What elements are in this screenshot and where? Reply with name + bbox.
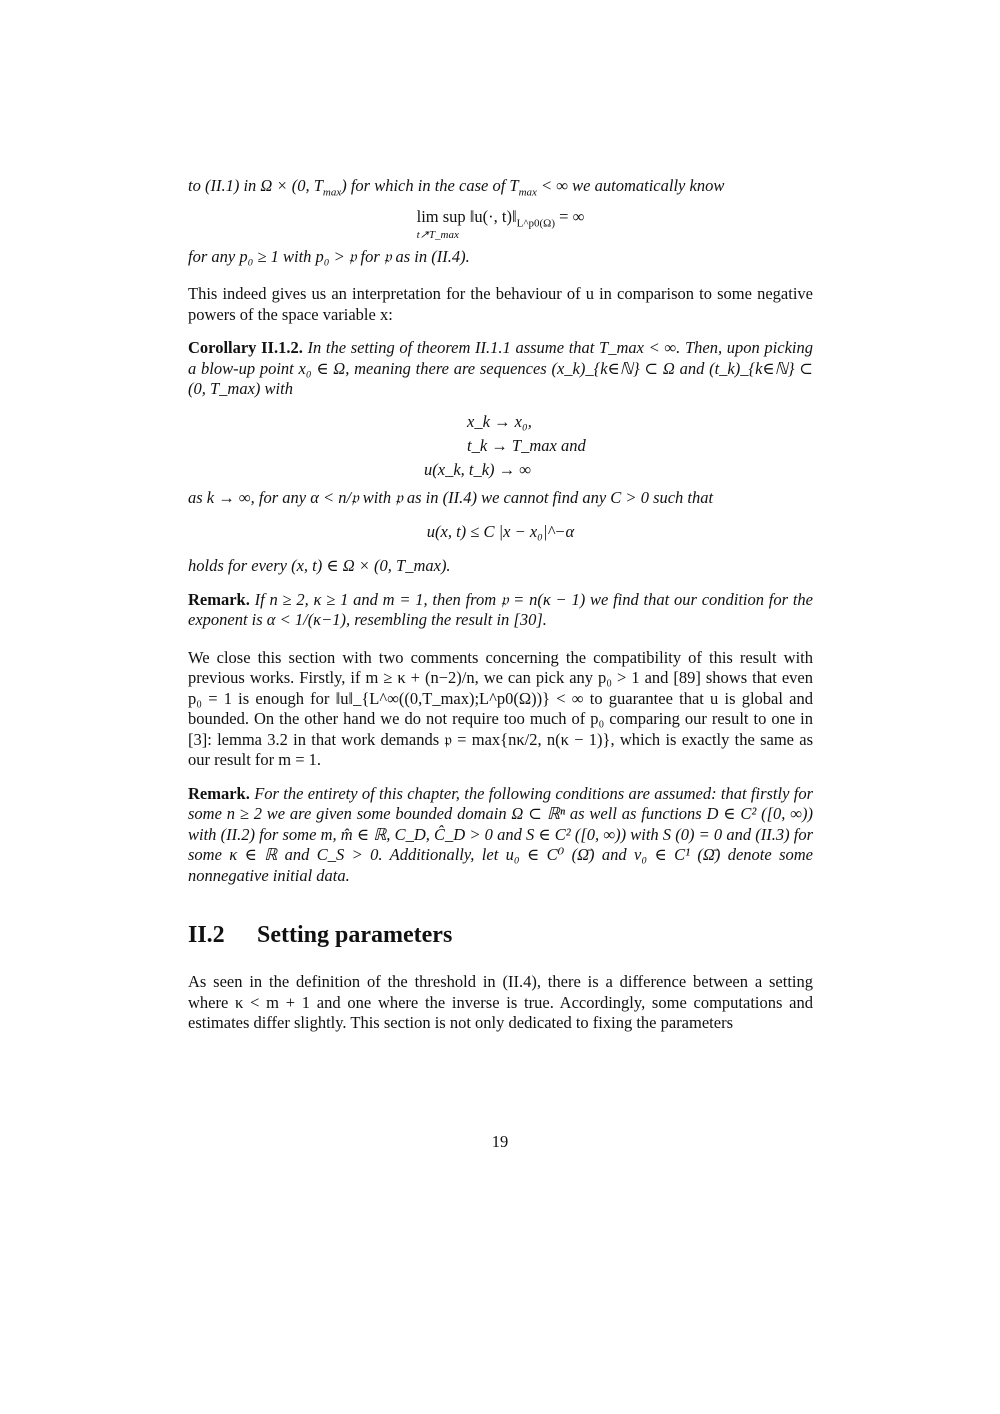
page-number: 19 bbox=[491, 1132, 509, 1151]
equation-limsup: lim sup ‖u(·, $t)‖_{L\^{}p0(\Omega)}$ = ∞ t↗T_max bbox=[416, 206, 585, 241]
remark-assumptions: Remark. For the entirety of this chapter, the following conditions are assumed: that firstly for some n ≥ 2 we are given some bounded domain Ω ⊂ ℝⁿ as well as functions D ∈ C² ([0, ∞)) with (II.2) for some m, m̂ ∈ ℝ, C_D, Ĉ_D > 0 and S ∈ C² ([0, ∞)) with S (0) = 0 and (II.3) for some κ ∈ ℝ and C_S > 0. Additionally, let u₀ ∈ C⁰ (Ω̄) and v₀ ∈ C¹ (Ω̄) denote some nonnegative initial data. bbox=[188, 783, 813, 885]
corollary-statement: Corollary II.1.2. In the setting of theorem II.1.1 assume that T_max < ∞. Then, upon picking a blow-up point x₀ ∈ Ω, meaning there are sequences (x_k)_{k∈ℕ} ⊂ Ω and (t_k)_{k∈ℕ} ⊂ (0, T_max) with bbox=[188, 338, 813, 398]
paragraph-intro: to (II.1) in Ω × (0, $T_{max}$) for which in the case of $T_{max}$ < ∞ we automatically know bbox=[188, 176, 725, 199]
corollary-sequences: x_k → x₀, t_k → T_max and u(x_k, t_k) → ∞ bbox=[424, 411, 586, 479]
corollary-conclusion: holds for every (x, t) ∈ Ω × (0, T_max). bbox=[188, 556, 451, 575]
remark-exponent: Remark. If n ≥ 2, κ ≥ 1 and m = 1, then from 𝔭 = n(κ − 1) we find that our condition for the exponent is α < 1/(κ−1), resembling the result in [30]. bbox=[188, 589, 813, 629]
paragraph-p0-condition: for any p₀ ≥ 1 with p₀ > 𝔭 for 𝔭 as in (II.4). bbox=[188, 246, 470, 266]
section-heading: II.2 Setting parameters bbox=[188, 922, 453, 948]
paragraph-setting-parameters: As seen in the definition of the threshold in (II.4), there is a difference between a setting where κ < m + 1 and one where the inverse is true. Accordingly, some computations and estimates differ slightly. This section is not only dedicated to fixing the parameters bbox=[188, 972, 813, 1032]
paragraph-compatibility: We close this section with two comments concerning the compatibility of this result with previous works. Firstly, if m ≥ κ + (n−2)/n, we can pick any p₀ > 1 and [89] shows that even p₀ = 1 is enough for ‖u‖_{L^∞((0,T_max);L^p0(Ω))} < ∞ to guarantee that u is global and bounded. On the other hand we do not require too much of p₀ comparing our result to one in [3]: lemma 3.2 in that work demands 𝔭 = max{nκ/2, n(κ − 1)}, which is exactly the same as our result for m = 1. bbox=[188, 647, 813, 769]
page-body bbox=[188, 176, 813, 1034]
corollary-condition: as k → ∞, for any α < n/𝔭 with 𝔭 as in (II.4) we cannot find any C > 0 such that bbox=[188, 487, 714, 507]
paragraph-interpretation: This indeed gives us an interpretation for the behaviour of u in comparison to some negative powers of the space variable x: bbox=[188, 284, 813, 324]
corollary-inequality: u(x, t) ≤ C |x − x₀|^−α bbox=[426, 522, 575, 541]
